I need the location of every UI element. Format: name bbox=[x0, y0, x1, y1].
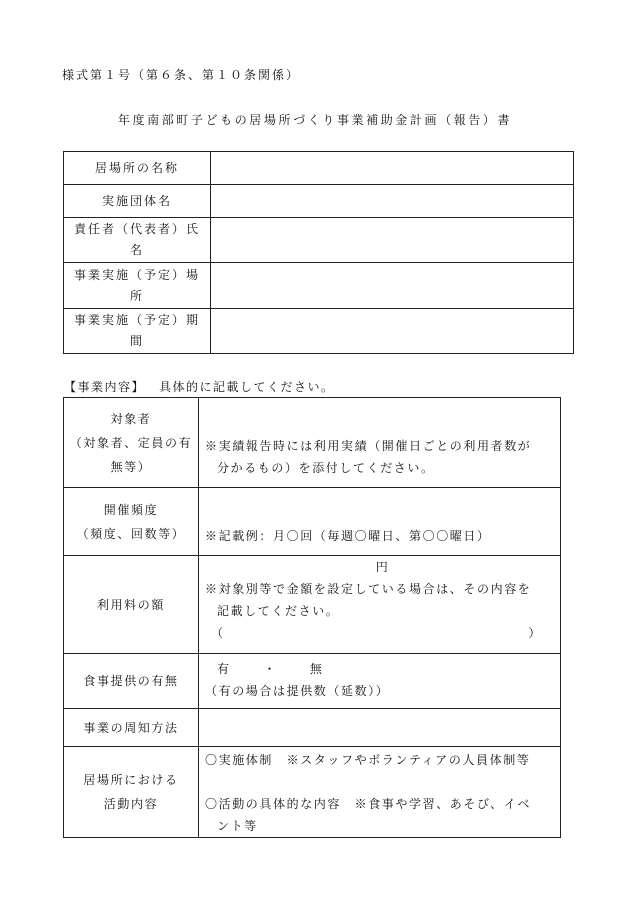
label-line: 名 bbox=[129, 243, 144, 257]
details-row bbox=[64, 398, 561, 488]
basic-info-row bbox=[64, 185, 574, 218]
details-row bbox=[64, 488, 561, 556]
target-field[interactable] bbox=[199, 398, 561, 488]
label-line: 責任者（代表者）氏 bbox=[73, 222, 200, 236]
organization-field[interactable] bbox=[211, 185, 574, 218]
label-line: 開催頻度 bbox=[103, 502, 159, 517]
fee-unit: 円 bbox=[375, 560, 390, 574]
section-heading bbox=[64, 378, 335, 395]
frequency-example: ※記載例：月〇回（毎週〇曜日、第〇〇曜日） bbox=[205, 529, 491, 543]
fee-note: ※対象別等で金額を設定している場合は、その内容を bbox=[205, 582, 532, 596]
label-line: 事業実施（予定）期 bbox=[73, 313, 200, 327]
activities-field[interactable] bbox=[199, 747, 561, 838]
period-field[interactable] bbox=[211, 309, 574, 354]
meal-note: （有の場合は提供数（延数）） bbox=[205, 684, 390, 698]
label-line: 対象者 bbox=[110, 411, 152, 426]
section-bracket: 【事業内容】 bbox=[64, 380, 146, 394]
label-line: 間 bbox=[129, 334, 144, 348]
meal-separator: ・ bbox=[263, 662, 278, 676]
details-row bbox=[64, 747, 561, 838]
details-table bbox=[63, 397, 561, 838]
basic-info-table bbox=[63, 151, 574, 354]
label-line: 事業実施（予定）場 bbox=[73, 267, 200, 282]
meal-field[interactable] bbox=[199, 654, 561, 709]
label-line: 活動内容 bbox=[103, 797, 159, 811]
paren-open: （ bbox=[211, 626, 225, 640]
label-meal: 食事提供の有無 bbox=[64, 654, 199, 709]
form-number: 様式第１号（第６条、第１０条関係） bbox=[62, 68, 301, 82]
fee-field[interactable] bbox=[199, 556, 561, 654]
details-row bbox=[64, 556, 561, 654]
activities-item-content: 〇活動の具体的な内容 ※食事や学習、あそび、イベ bbox=[205, 797, 531, 811]
basic-info-row bbox=[64, 218, 574, 263]
frequency-field[interactable] bbox=[199, 488, 561, 556]
label-frequency bbox=[64, 488, 199, 556]
activities-item-structure: 〇実施体制 ※スタッフやボランティアの人員体制等 bbox=[205, 753, 531, 767]
basic-info-row bbox=[64, 263, 574, 309]
paren-close: ） bbox=[528, 626, 542, 640]
label-publicity: 事業の周知方法 bbox=[64, 709, 199, 747]
venue-field[interactable] bbox=[211, 263, 574, 309]
label-fee: 利用料の額 bbox=[64, 556, 199, 654]
meal-choice bbox=[205, 658, 560, 680]
label-line: （対象者、定員の有 bbox=[69, 435, 193, 450]
representative-field[interactable] bbox=[211, 218, 574, 263]
label-activities bbox=[64, 747, 199, 838]
target-note: ※実績報告時には利用実績（開催日ごとの利用者数が bbox=[205, 439, 532, 453]
details-row bbox=[64, 709, 561, 747]
activities-item-content-cont: ント等 bbox=[217, 819, 258, 833]
label-target bbox=[64, 398, 199, 488]
label-line: 無等） bbox=[110, 459, 152, 474]
section-note: 具体的に記載してください。 bbox=[159, 380, 335, 394]
label-organization: 実施団体名 bbox=[64, 185, 211, 218]
label-line: 居場所における bbox=[83, 773, 179, 787]
label-line: 所 bbox=[129, 288, 144, 303]
document-title: 年度南部町子どもの居場所づくり事業補助金計画（報告）書 bbox=[117, 113, 513, 127]
fee-detail-parens bbox=[205, 622, 560, 644]
label-venue bbox=[64, 263, 211, 309]
fee-note-cont: 記載してください。 bbox=[217, 604, 340, 618]
publicity-field[interactable] bbox=[199, 709, 561, 747]
label-line: （頻度、回数等） bbox=[76, 526, 186, 541]
label-representative bbox=[64, 218, 211, 263]
target-note-cont: 分かるもの）を添付してください。 bbox=[217, 461, 435, 475]
label-period bbox=[64, 309, 211, 354]
basic-info-row bbox=[64, 309, 574, 354]
meal-no-option[interactable]: 無 bbox=[309, 662, 324, 676]
basic-info-row bbox=[64, 152, 574, 185]
location-name-field[interactable] bbox=[211, 152, 574, 185]
details-row bbox=[64, 654, 561, 709]
meal-yes-option[interactable]: 有 bbox=[217, 662, 231, 676]
label-location-name: 居場所の名称 bbox=[64, 152, 211, 185]
